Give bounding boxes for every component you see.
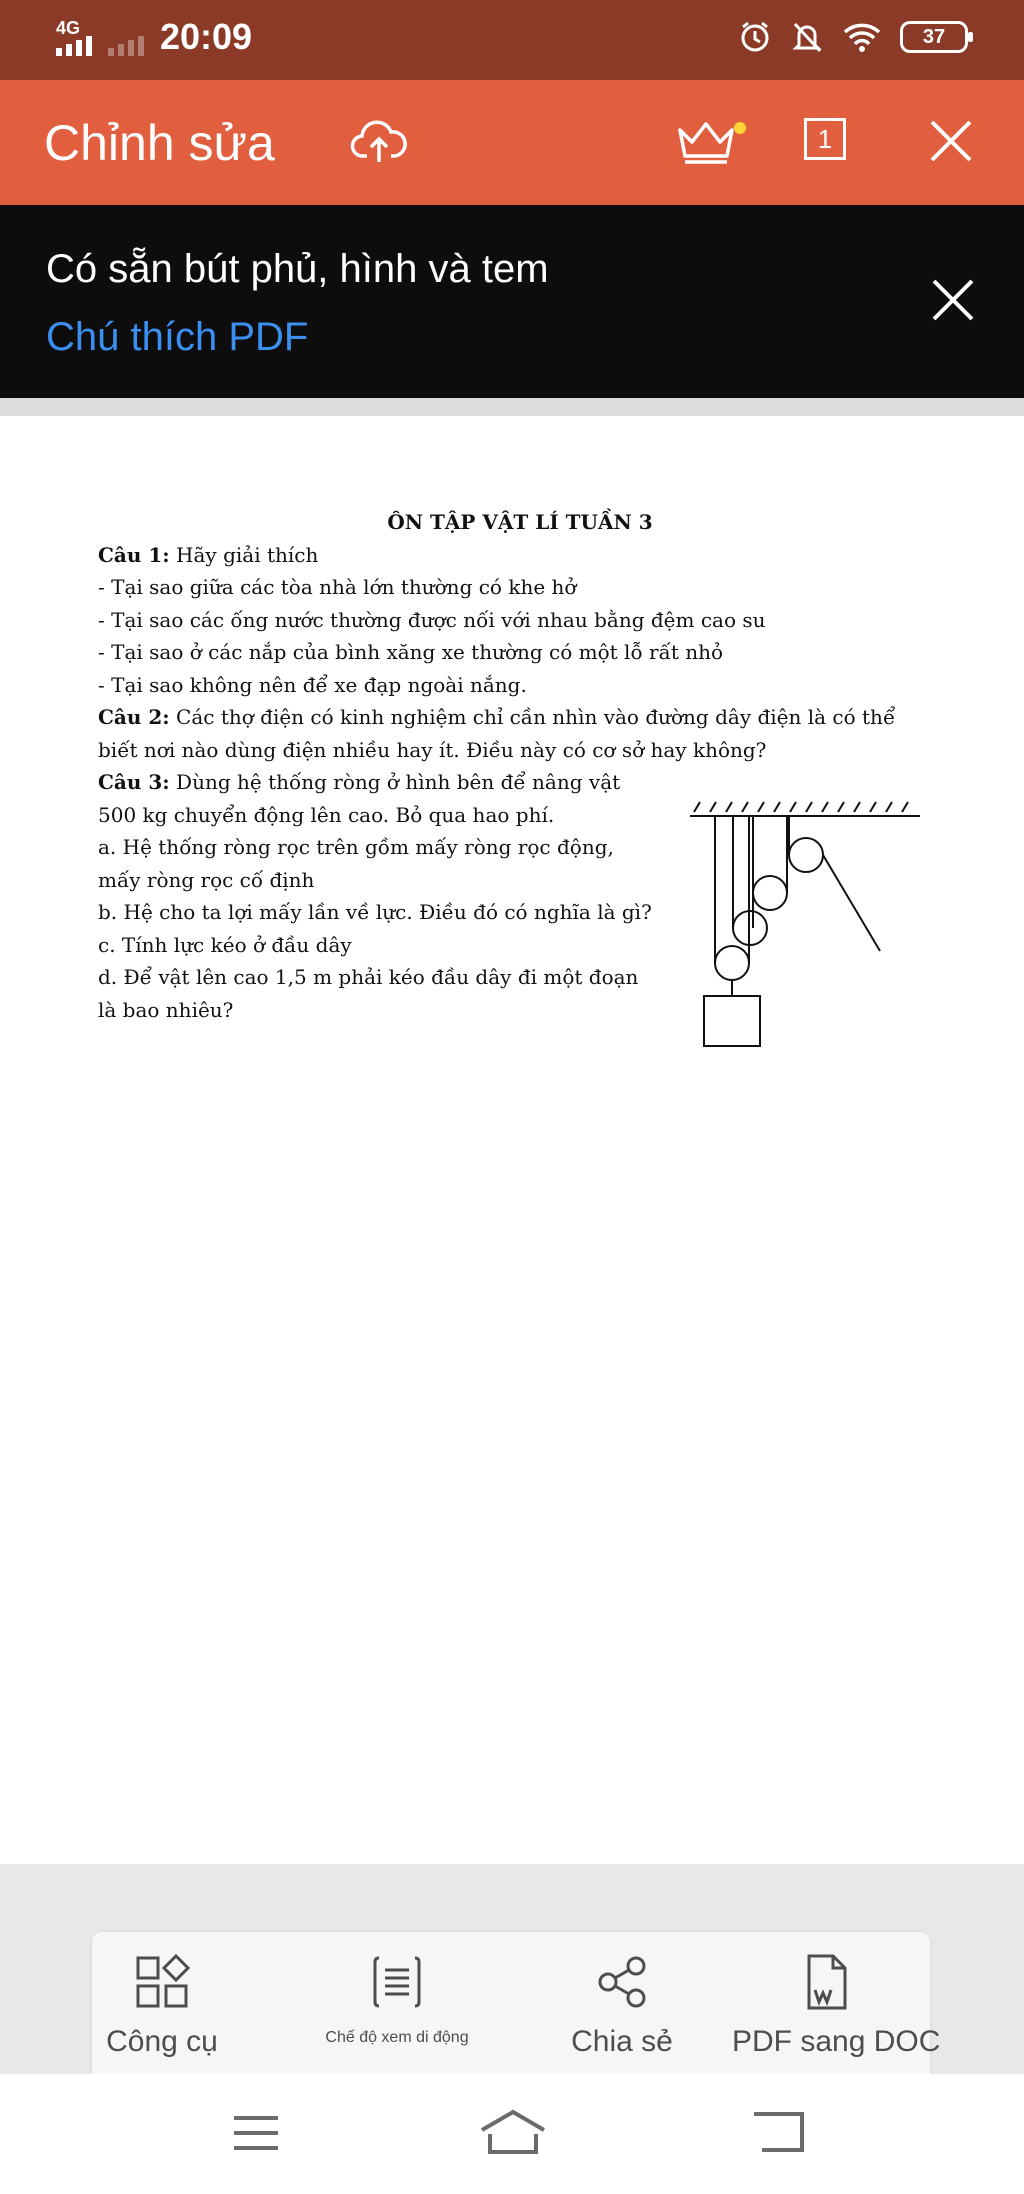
banner-message: Có sẵn bút phủ, hình và tem (46, 247, 549, 291)
share-button[interactable] (552, 1952, 692, 2059)
crown-icon[interactable] (676, 116, 752, 168)
share-label: Chia sẻ (571, 2025, 673, 2058)
close-banner-icon[interactable] (930, 277, 976, 323)
line-text: c. Tính lực kéo ở đầu dây (98, 932, 352, 957)
clock: 20:09 (160, 16, 253, 57)
line-text: - Tại sao các ống nước thường được nối với nhau bằng đệm cao su (98, 607, 766, 632)
signal-icon (56, 36, 92, 56)
bottom-toolbar (92, 1932, 941, 2074)
document-line (98, 669, 898, 702)
pdf-annotation-link[interactable]: Chú thích PDF (46, 315, 309, 359)
document-line (98, 539, 898, 572)
line-text: Hãy giải thích (169, 542, 319, 567)
pdf-to-doc-button[interactable] (732, 1952, 941, 2059)
line-text: d. Để vật lên cao 1,5 m phải kéo đầu dây đi một đoạn (98, 965, 639, 989)
battery-level: 37 (922, 25, 946, 48)
alarm-icon (738, 20, 772, 54)
document-line (98, 701, 898, 734)
tools-grid-icon (132, 1952, 192, 2012)
line-text: mấy ròng rọc cố định (98, 867, 315, 892)
line-text: Các thợ điện có kinh nghiệm chỉ cần nhìn vào đường dây điện là có thể (169, 705, 896, 729)
line-text: biết nơi nào dùng điện nhiều hay ít. Điều này có cơ sở hay không? (98, 737, 767, 762)
close-icon[interactable] (928, 118, 974, 164)
line-text: Dùng hệ thống ròng ở hình bên để nâng vật (169, 770, 621, 794)
tools-label: Công cụ (106, 2025, 218, 2058)
pdf-to-doc-label: PDF sang DOC (732, 2025, 941, 2058)
divider (0, 398, 1024, 416)
question-number: Câu 3: (98, 770, 170, 794)
wifi-icon (842, 20, 882, 54)
line-text: 500 kg chuyển động lên cao. Bỏ qua hao phí. (98, 802, 555, 827)
menu-icon[interactable] (230, 2108, 282, 2158)
question-number: Câu 1: (98, 542, 170, 567)
document-line (98, 766, 898, 799)
mobile-view-label: Chế độ xem di động (325, 2029, 469, 2046)
status-bar (0, 0, 1024, 80)
page-title: Chỉnh sửa (44, 115, 275, 171)
pulley-diagram (680, 796, 940, 1126)
page-count: 1 (817, 123, 833, 154)
pdf-to-doc-icon (797, 1952, 857, 2012)
mobile-view-icon (367, 1952, 427, 2012)
app-bar (0, 80, 1024, 205)
line-text: là bao nhiêu? (98, 997, 234, 1022)
document-heading: ÔN TẬP VẬT LÍ TUẦN 3 (387, 510, 653, 534)
bell-off-icon (790, 20, 824, 54)
signal-sim2-icon (108, 36, 144, 56)
document-line (98, 571, 898, 604)
share-icon (592, 1952, 652, 2012)
tools-button[interactable] (92, 1952, 232, 2059)
line-text: a. Hệ thống ròng rọc trên gồm mấy ròng rọc động, (98, 835, 614, 859)
document-line (98, 636, 898, 669)
document-line (98, 734, 898, 767)
line-text: - Tại sao giữa các tòa nhà lớn thường có khe hở (98, 575, 577, 599)
document-line (98, 604, 898, 637)
line-text: - Tại sao không nên để xe đạp ngoài nắng. (98, 672, 527, 697)
home-icon[interactable] (478, 2108, 548, 2158)
cloud-upload-icon[interactable] (350, 116, 408, 168)
line-text: - Tại sao ở các nắp của bình xăng xe thường có một lỗ rất nhỏ (98, 640, 724, 664)
mobile-view-button[interactable] (302, 1952, 492, 2047)
network-type: 4G (56, 18, 81, 38)
line-text: b. Hệ cho ta lợi mấy lần về lực. Điều đó có nghĩa là gì? (98, 900, 652, 924)
system-nav-bar (0, 2074, 1024, 2194)
back-icon[interactable] (752, 2108, 808, 2158)
question-number: Câu 2: (98, 705, 170, 729)
promo-banner (0, 205, 1024, 398)
battery-icon (900, 21, 968, 53)
page-count-icon[interactable] (804, 118, 846, 160)
pdf-page[interactable] (0, 416, 1024, 1864)
